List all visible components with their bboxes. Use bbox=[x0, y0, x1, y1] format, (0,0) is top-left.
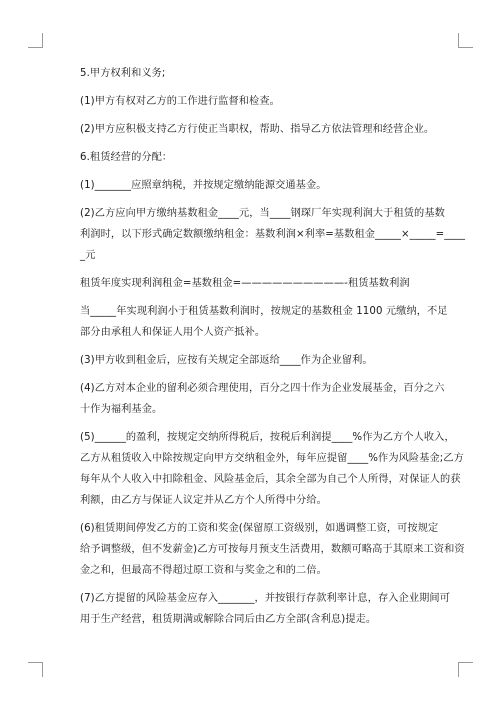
line-spacer bbox=[80, 579, 460, 591]
line-spacer bbox=[80, 194, 460, 206]
text-line: 乙方从租赁收入中除按规定向甲方交纳租金外，每年应提留____%作为风险基金;乙方 bbox=[80, 453, 464, 464]
text-line: (5)______的盈利，按规定交纳所得税后，按税后利润提____%作为乙方个人收入， bbox=[80, 432, 455, 443]
text-line: 十作为福利基金。 bbox=[80, 404, 163, 415]
crop-mark-bottom-right bbox=[458, 662, 473, 677]
text-line: (6)租赁期间停发乙方的工资和奖金(保留原工资级别，如遇调整工资，可按规定 bbox=[80, 523, 439, 534]
text-line: 给予调整级，但不发薪金)乙方可按每月预支生活费用，数额可略高于其原来工资和资 bbox=[80, 544, 465, 555]
crop-mark-top-left bbox=[28, 33, 43, 48]
text-line: 租赁年度实现利润租金=基数租金=——————————-租赁基数利润 bbox=[80, 278, 410, 289]
text-line: _元 bbox=[80, 250, 96, 261]
line-spacer bbox=[80, 369, 460, 381]
line-spacer bbox=[80, 82, 460, 94]
text-line: 6.租赁经营的分配： bbox=[80, 152, 173, 163]
line-spacer bbox=[80, 292, 460, 304]
line-spacer bbox=[80, 264, 460, 276]
text-line: 金之和，但最高不得超过原工资和与奖金之和的二倍。 bbox=[80, 565, 327, 576]
line-spacer bbox=[80, 138, 460, 150]
crop-mark-top-right bbox=[458, 33, 473, 48]
text-line: (2)甲方应积极支持乙方行使正当职权，帮助、指导乙方依法管理和经营企业。 bbox=[80, 124, 435, 135]
text-line: 部分由承租人和保证人用个人资产抵补。 bbox=[80, 327, 266, 338]
text-line: 当_____年实现利润小于租赁基数利润时，按规定的基数租金 1100 元缴纳，不足 bbox=[80, 306, 448, 317]
text-line: 利润时，以下形式确定数额缴纳租金：基数利润×利率=基数租金_____×_____=____ bbox=[80, 229, 466, 240]
line-spacer bbox=[80, 166, 460, 178]
line-spacer bbox=[80, 509, 460, 521]
text-line: (1)甲方有权对乙方的工作进行监督和检查。 bbox=[80, 96, 280, 107]
text-line: 5.甲方权利和义务; bbox=[80, 68, 166, 79]
line-spacer bbox=[80, 110, 460, 122]
text-line: (7)乙方提留的风险基金应存入_______，并按银行存款利率计息，存入企业期间可 bbox=[80, 593, 450, 604]
text-line: 每年从个人收入中扣除租金、风险基金后，其余全部为自己个人所得，对保证人的获 bbox=[80, 474, 461, 485]
document-body bbox=[80, 66, 466, 628]
line-spacer bbox=[80, 341, 460, 353]
crop-mark-bottom-left bbox=[28, 662, 43, 677]
text-line: 利额，由乙方与保证人议定并从乙方个人所得中分给。 bbox=[80, 495, 327, 506]
text-line: (3)甲方收到租金后，应按有关规定全部返给____作为企业留利。 bbox=[80, 355, 373, 366]
text-line: (2)乙方应向甲方缴纳基数租金____元，当____钢琛厂年实现利润大于租赁的基数 bbox=[80, 208, 445, 219]
text-line: (1)_______应照章纳税，并按规定缴纳能源交通基金。 bbox=[80, 180, 327, 191]
text-line: 用于生产经营，租赁期满或解除合同后由乙方全部(含利息)提走。 bbox=[80, 614, 377, 625]
text-line: (4)乙方对本企业的留利必须合理使用，百分之四十作为企业发展基金，百分之六 bbox=[80, 383, 445, 394]
line-spacer bbox=[80, 418, 460, 430]
